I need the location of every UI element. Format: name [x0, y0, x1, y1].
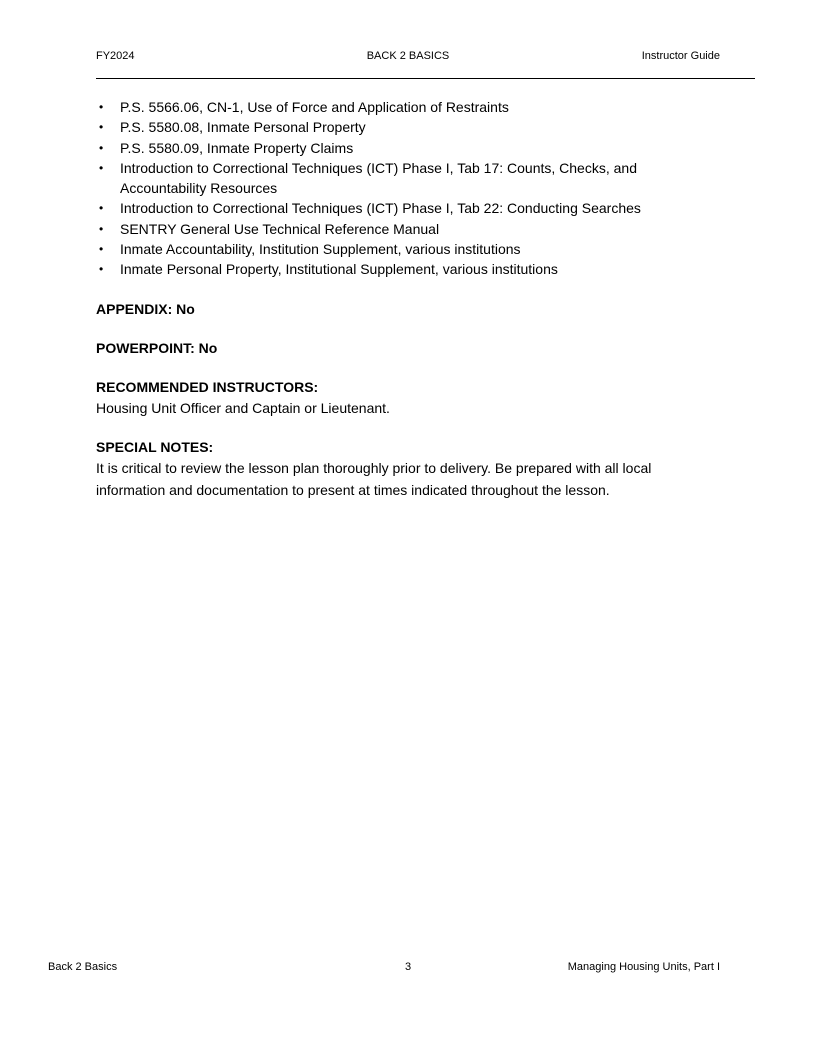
bullet-icon: • — [99, 201, 104, 216]
bullet-icon: • — [99, 160, 104, 175]
page-footer — [48, 961, 720, 975]
header-divider — [96, 78, 755, 79]
special-notes-text: It is critical to review the lesson plan thoroughly prior to delivery. Be prepared with all local information and documentation to present at times indicated throughout the lesson. — [96, 460, 652, 499]
bullet-icon: • — [99, 100, 104, 114]
header-guide-type: Instructor Guide — [641, 50, 720, 62]
list-item: • Introduction to Correctional Techniques (ICT) Phase I, Tab 17: Counts, Checks, and Accountability Resources — [99, 159, 637, 197]
header-course-title: BACK 2 BASICS — [366, 50, 450, 62]
list-item: • Inmate Personal Property, Institutional Supplement, various institutions — [96, 259, 720, 279]
appendix-line: APPENDIX: No — [96, 300, 195, 317]
list-item: • P.S. 5566.06, CN-1, Use of Force and Application of Restraints — [96, 97, 720, 117]
list-item: • SENTRY General Use Technical Reference Manual — [96, 219, 720, 239]
bullet-icon: • — [99, 242, 104, 257]
recommended-instructors-heading: RECOMMENDED INSTRUCTORS: — [96, 379, 319, 396]
bullet-icon: • — [99, 140, 104, 155]
references-list — [96, 97, 720, 280]
recommended-instructors-text: Housing Unit Officer and Captain or Lieutenant. — [96, 399, 390, 416]
bullet-icon: • — [99, 221, 104, 236]
header-fiscal-year: FY2024 — [96, 50, 135, 62]
page-header — [96, 50, 720, 64]
list-item: • P.S. 5580.09, Inmate Property Claims — [96, 138, 720, 158]
bullet-icon: • — [99, 262, 104, 277]
list-item: • Introduction to Correctional Techniques (ICT) Phase I, Tab 22: Conducting Searches — [96, 198, 720, 218]
footer-course-name: Back 2 Basics — [48, 961, 118, 973]
powerpoint-line: POWERPOINT: No — [96, 339, 218, 356]
page-number: 3 — [404, 961, 412, 973]
page-body — [96, 97, 720, 501]
bullet-icon: • — [99, 120, 104, 135]
footer-lesson-title: Managing Housing Units, Part I — [567, 961, 720, 973]
special-notes-heading: SPECIAL NOTES: — [96, 438, 214, 455]
list-item: • P.S. 5580.08, Inmate Personal Property — [96, 117, 720, 137]
recommended-instructors-section — [96, 377, 720, 418]
special-notes-section — [96, 437, 720, 501]
list-item: • Inmate Accountability, Institution Supplement, various institutions — [96, 239, 720, 259]
